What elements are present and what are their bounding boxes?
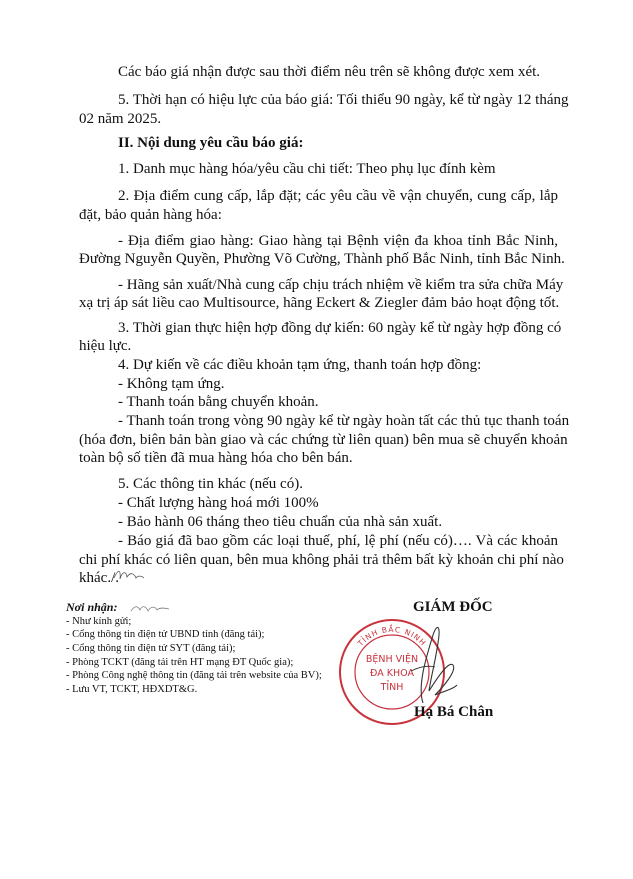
body-line: 5. Các thông tin khác (nếu có). [118,476,303,492]
body-line: Các báo giá nhận được sau thời điểm nêu trên sẽ không được xem xét. [118,64,541,80]
body-line: 5. Thời hạn có hiệu lực của báo giá: Tối thiểu 90 ngày, kể từ ngày 12 tháng [118,92,569,108]
body-line: - Địa điểm giao hàng: Giao hàng tại Bệnh viện đa khoa tỉnh Bắc Ninh, [118,233,558,249]
body-line: xạ trị áp sát liều cao Multisource, hãng Eckert & Ziegler đảm bảo hoạt động tốt. [79,295,560,311]
body-line: toàn bộ số tiền đã mua hàng hóa cho bên bán. [79,450,353,466]
body-line: đặt, bảo quản hàng hóa: [79,207,222,223]
signatory-name: Hạ Bá Chân [414,704,494,720]
recipients-heading: Nơi nhận: [66,600,118,614]
body-line: Đường Nguyễn Quyền, Phường Võ Cường, Thành phố Bắc Ninh, tỉnh Bắc Ninh. [79,251,565,267]
recipient-item: - Như kính gửi; [66,616,132,627]
body-line: 4. Dự kiến về các điều khoản tạm ứng, thanh toán hợp đồng: [118,357,482,373]
body-line: - Báo giá đã bao gồm các loại thuế, phí, lệ phí (nếu có)…. Và các khoản [118,533,558,549]
seal-ring-text: TỈNH BẮC NINH [355,624,429,648]
body-line: 3. Thời gian thực hiện hợp đồng dự kiến: 60 ngày kể từ ngày hợp đồng có [118,320,562,336]
body-line: - Chất lượng hàng hoá mới 100% [118,495,319,511]
body-line: - Thanh toán bằng chuyển khoản. [118,394,319,410]
recipient-item: - Phòng Công nghệ thông tin (đăng tải trên website của BV); [66,670,322,681]
body-line: chi phí khác có liên quan, bên mua không phải trả thêm bất kỳ khoản chi phí nào [79,552,564,568]
handwritten-signature [405,615,460,710]
seal-line-1: BỆNH VIỆN [365,654,419,665]
body-line: (hóa đơn, biên bản bàn giao và các chứng từ liên quan) bên mua sẽ chuyển khoản [79,432,568,448]
body-line: 1. Danh mục hàng hóa/yêu cầu chi tiết: Theo phụ lục đính kèm [118,161,496,177]
body-line: khác./. [79,570,119,586]
section-heading: II. Nội dung yêu cầu báo giá: [118,135,304,151]
body-line: 02 năm 2025. [79,111,162,127]
recipient-item: - Cổng thông tin điện tử SYT (đăng tải); [66,643,236,654]
body-line: - Hãng sản xuất/Nhà cung cấp chịu trách nhiệm về kiểm tra sửa chữa Máy [118,277,564,293]
body-line: - Không tạm ứng. [118,376,225,392]
recipients-scribble [128,600,172,616]
seal-line-2: ĐA KHOA [370,668,414,679]
recipient-item: - Cổng thông tin điện tử UBND tỉnh (đăng tải); [66,629,265,640]
body-line: 2. Địa điểm cung cấp, lắp đặt; các yêu cầu về vận chuyển, cung cấp, lắp [118,188,558,204]
body-line: hiệu lực. [79,338,132,354]
signatory-title: GIÁM ĐỐC [413,599,493,615]
body-line: - Thanh toán trong vòng 90 ngày kể từ ngày hoàn tất các thủ tục thanh toán [118,413,570,429]
initial-scribble [112,566,146,584]
recipient-item: - Phòng TCKT (đăng tải trên HT mạng ĐT Quốc gia); [66,657,294,668]
seal-line-3: TỈNH [380,682,404,693]
body-line: - Bảo hành 06 tháng theo tiêu chuẩn của nhà sản xuất. [118,514,443,530]
recipient-item: - Lưu VT, TCKT, HĐXDT&G. [66,684,198,695]
